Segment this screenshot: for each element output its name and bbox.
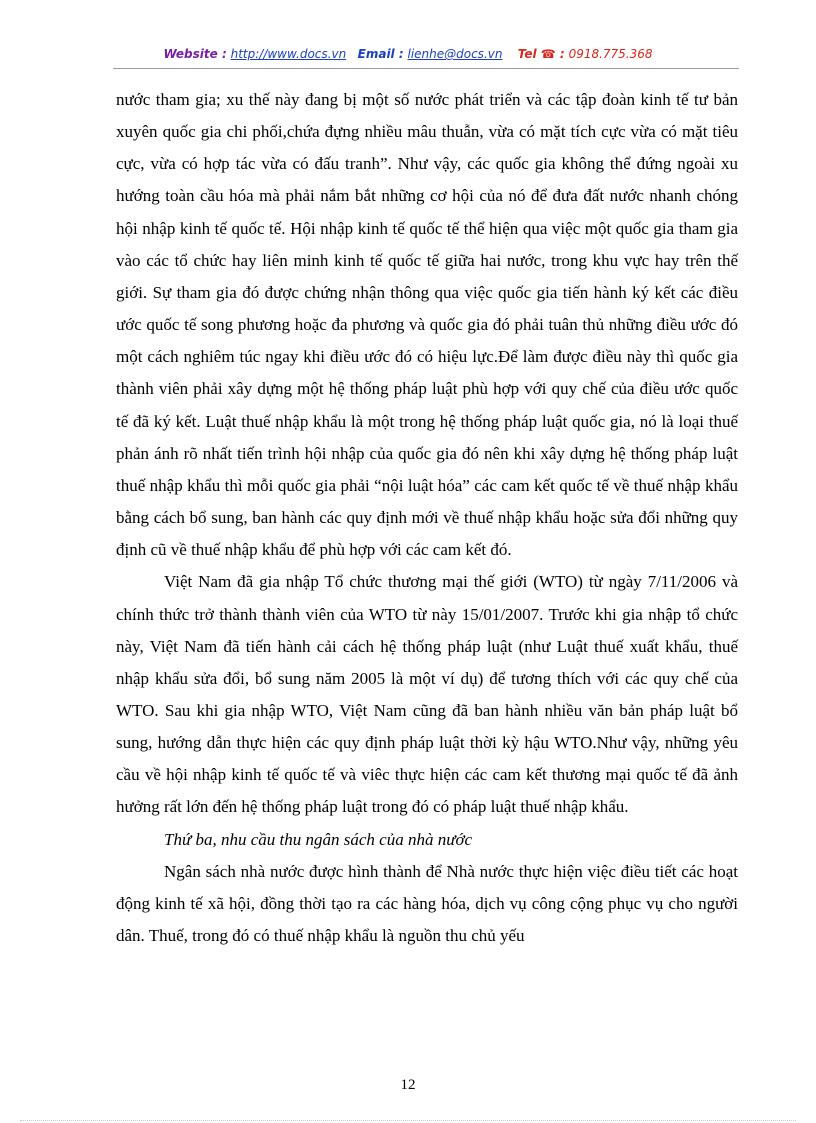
- section-heading: Thứ ba, nhu cầu thu ngân sách của nhà nước: [164, 829, 473, 849]
- email-link[interactable]: lienhe@docs.vn: [407, 47, 503, 61]
- document-body: [116, 84, 738, 952]
- page-bottom-border: [20, 1120, 796, 1121]
- tel-number: 0918.775.368: [568, 47, 653, 61]
- header-divider: [113, 68, 739, 69]
- page-number: 12: [400, 1077, 416, 1093]
- paragraph-continuation: nước tham gia; xu thế này đang bị một số nước phát triển và các tập đoàn kinh tế tư bản xuyên quốc gia chi phối,chứa đựng nhiều mâu thuẫn, vừa có mặt tích cực vừa có mặt tiêu cực, vừa có hợp tác vừa có đấu tranh”. Như vậy, các quốc gia không thể đứng ngoài xu hướng toàn cầu hóa mà phải nắm bắt những cơ hội của nó để đưa đất nước nhanh chóng hội nhập kinh tế quốc tế. Hội nhập kinh tế quốc tế thể hiện qua việc một quốc gia tham gia vào các tổ chức hay liên minh kinh tế quốc tế giữa hai nước, trong khu vực hay trên thế giới. Sự tham gia đó được chứng nhận thông qua việc quốc gia tiến hành ký kết các điều ước quốc tế song phương hoặc đa phương và quốc gia đó phải tuân thủ những điều ước đó một cách nghiêm túc ngay khi điều ước đó có hiệu lực.Để làm được điều này thì quốc gia thành viên phải xây dựng một hệ thống pháp luật phù hợp với quy chế của điều ước quốc tế đã ký kết. Luật thuế nhập khẩu là một trong hệ thống pháp luật quốc gia, nó là loại thuế phản ánh rõ nhất tiến trình hội nhập của quốc gia đó nên khi xây dựng hệ thống pháp luật thuế nhập khẩu thì mỗi quốc gia phải “nội luật hóa” các cam kết quốc tế về thuế nhập khẩu bằng cách bổ sung, ban hành các quy định mới về thuế nhập khẩu hoặc sửa đổi những quy định cũ về thuế nhập khẩu để phù hợp với các cam kết đó.: [116, 90, 738, 560]
- paragraph-budget: Ngân sách nhà nước được hình thành để Nhà nước thực hiện việc điều tiết các hoạt động kinh tế xã hội, đồng thời tạo ra các hàng hóa, dịch vụ công cộng phục vụ cho người dân. Thuế, trong đó có thuế nhập khẩu là nguồn thu chủ yếu: [116, 861, 738, 946]
- website-link[interactable]: http://www.docs.vn: [230, 47, 347, 61]
- paragraph-wto: Việt Nam đã gia nhập Tổ chức thương mại thế giới (WTO) từ ngày 7/11/2006 và chính thức trở thành thành viên của WTO từ này 15/01/2007. Trước khi gia nhập tổ chức này, Việt Nam đã tiến hành cải cách hệ thống pháp luật (như Luật thuế xuất khẩu, thuế nhập khẩu sửa đổi, bổ sung năm 2005 là một ví dụ) để tương thích với các quy chế của WTO. Sau khi gia nhập WTO, Việt Nam cũng đã ban hành nhiều văn bản pháp luật bổ sung, hướng dẫn thực hiện các quy định pháp luật thời kỳ hậu WTO.Như vậy, những yêu cầu về hội nhập kinh tế quốc tế và viêc thực hiện các cam kết thương mại quốc tế đã ảnh hưởng rất lớn đến hệ thống pháp luật trong đó có pháp luật thuế nhập khẩu.: [116, 572, 738, 817]
- website-label: Website :: [163, 47, 227, 61]
- page-header: [0, 47, 816, 61]
- email-label: Email :: [357, 47, 404, 61]
- tel-label: Tel ☎ :: [517, 47, 565, 61]
